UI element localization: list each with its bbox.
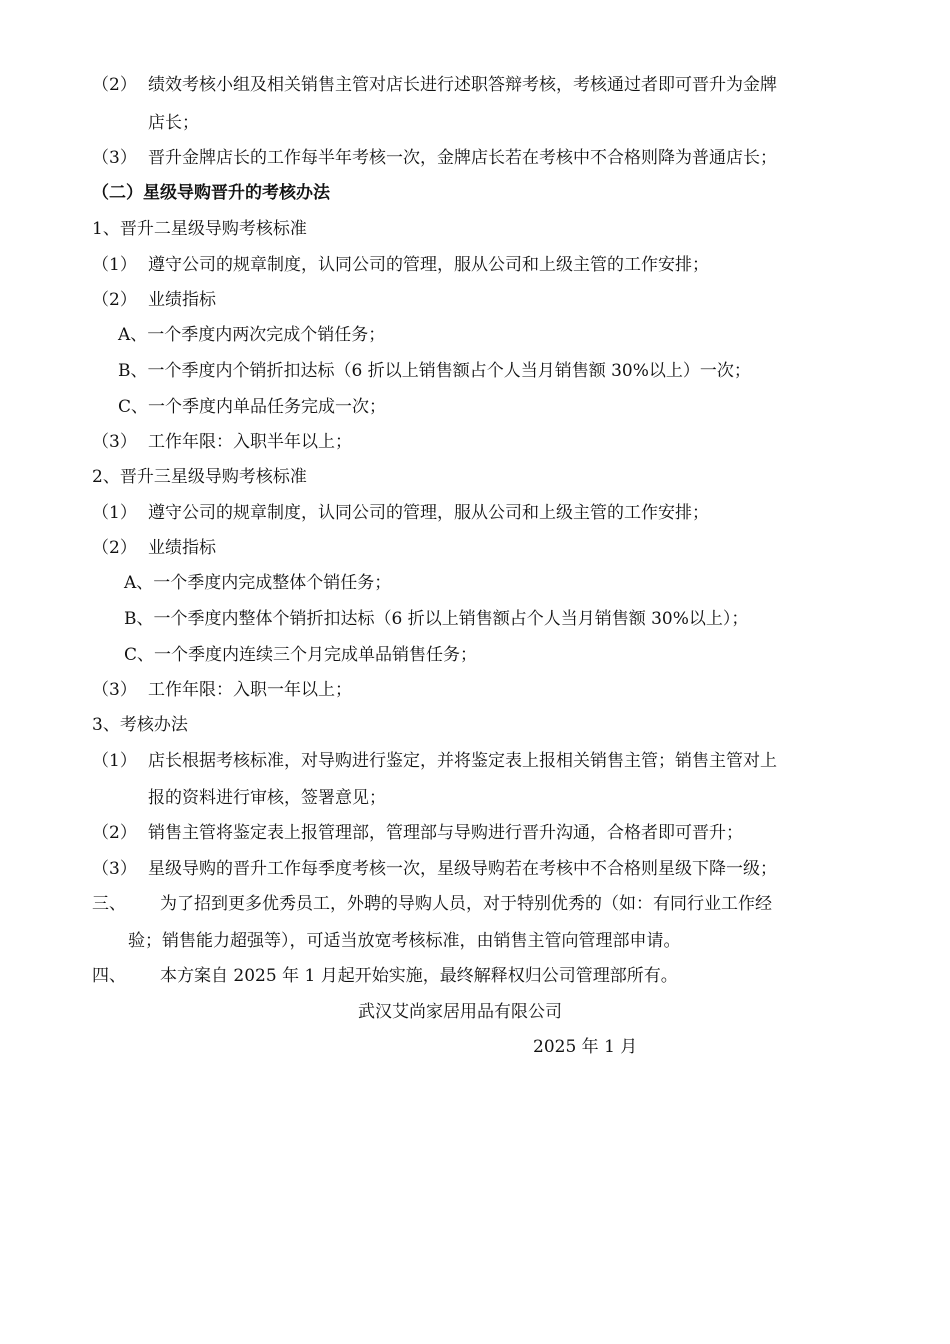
list-number: （3） — [92, 148, 137, 168]
list-number: （2） — [92, 538, 137, 558]
list-number: （3） — [92, 432, 137, 452]
list-text: 销售主管将鉴定表上报管理部，管理部与导购进行晋升沟通，合格者即可晋升； — [148, 823, 743, 843]
section-heading-star-guide: （二）星级导购晋升的考核办法 — [92, 183, 330, 203]
list-text: 遵守公司的规章制度，认同公司的管理，服从公司和上级主管的工作安排； — [148, 255, 709, 275]
method-title: 3、考核办法 — [92, 715, 188, 735]
signature-date: 2025 年 1 月 — [533, 1037, 638, 1057]
list-number: （3） — [92, 680, 137, 700]
three-star-sub-b: B、一个季度内整体个销折扣达标（6 折以上销售额占个人当月销售额 30%以上）； — [124, 609, 749, 629]
list-number: （1） — [92, 751, 137, 771]
section-text: 为了招到更多优秀员工，外聘的导购人员，对于特别优秀的（如：有同行业工作经 — [160, 894, 772, 914]
list-text: 店长根据考核标准，对导购进行鉴定，并将鉴定表上报相关销售主管；销售主管对上 — [148, 751, 777, 771]
list-number: （3） — [92, 859, 137, 879]
list-text: 业绩指标 — [148, 538, 216, 558]
two-star-sub-c: C、一个季度内单品任务完成一次； — [118, 397, 387, 417]
list-number: （2） — [92, 75, 137, 95]
list-text: 绩效考核小组及相关销售主管对店长进行述职答辩考核，考核通过者即可晋升为金牌 — [148, 75, 777, 95]
three-star-sub-a: A、一个季度内完成整体个销任务； — [124, 573, 392, 593]
section-text: 本方案自 2025 年 1 月起开始实施，最终解释权归公司管理部所有。 — [160, 966, 678, 986]
list-text: 晋升金牌店长的工作每半年考核一次，金牌店长若在考核中不合格则降为普通店长； — [148, 148, 777, 168]
list-text: 店长； — [148, 113, 199, 133]
list-number: （2） — [92, 290, 137, 310]
two-star-sub-b: B、一个季度内个销折扣达标（6 折以上销售额占个人当月销售额 30%以上）一次； — [118, 361, 751, 381]
list-text: 业绩指标 — [148, 290, 216, 310]
three-star-sub-c: C、一个季度内连续三个月完成单品销售任务； — [124, 645, 478, 665]
list-number: （1） — [92, 255, 137, 275]
list-number: （1） — [92, 503, 137, 523]
list-text: 工作年限：入职半年以上； — [148, 432, 352, 452]
section-number: 三、 — [92, 894, 126, 914]
section-number: 四、 — [92, 966, 126, 986]
two-star-title: 1、晋升二星级导购考核标准 — [92, 219, 307, 239]
list-text: 工作年限：入职一年以上； — [148, 680, 352, 700]
section-text: 验；销售能力超强等），可适当放宽考核标准，由销售主管向管理部申请。 — [128, 931, 681, 951]
two-star-sub-a: A、一个季度内两次完成个销任务； — [118, 325, 386, 345]
company-signature: 武汉艾尚家居用品有限公司 — [358, 1002, 562, 1022]
list-number: （2） — [92, 823, 137, 843]
list-text: 星级导购的晋升工作每季度考核一次，星级导购若在考核中不合格则星级下降一级； — [148, 859, 777, 879]
list-text: 报的资料进行审核，签署意见； — [148, 788, 386, 808]
three-star-title: 2、晋升三星级导购考核标准 — [92, 467, 307, 487]
list-text: 遵守公司的规章制度，认同公司的管理，服从公司和上级主管的工作安排； — [148, 503, 709, 523]
